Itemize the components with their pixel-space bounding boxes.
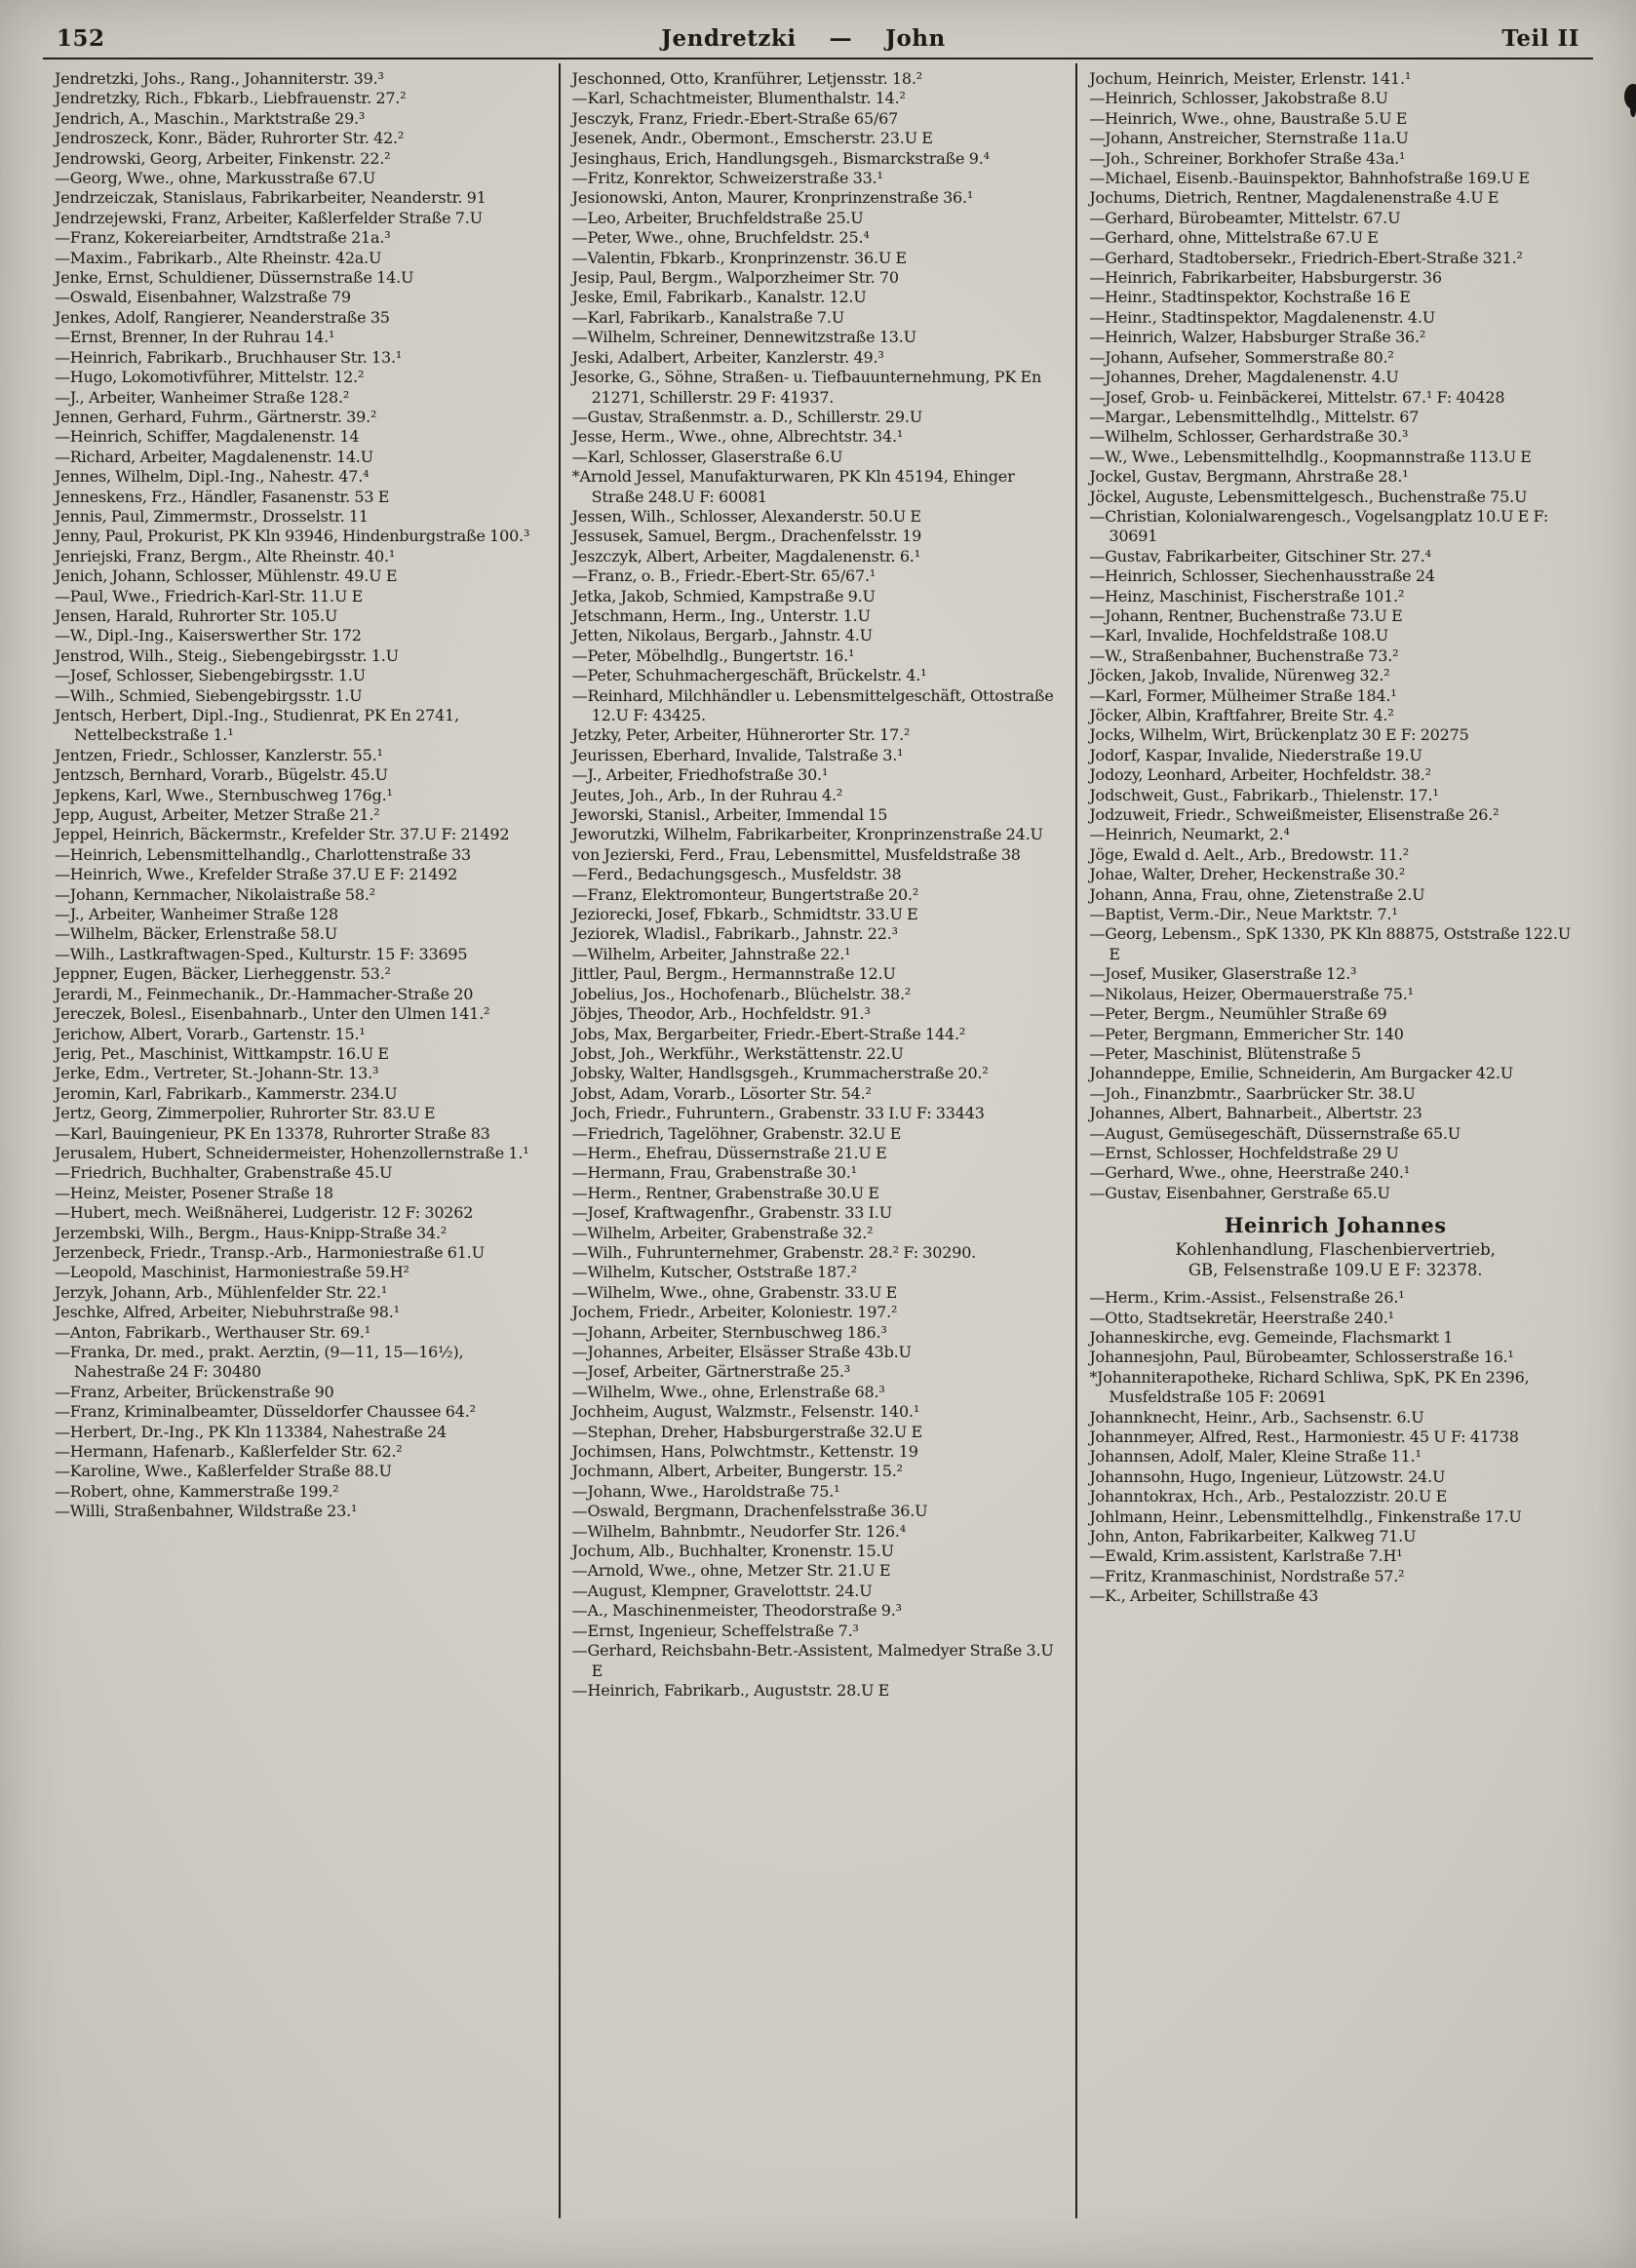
running-title-right: John	[885, 25, 946, 52]
directory-entry: Johannes, Albert, Bahnarbeit., Albertstr. 23	[1089, 1104, 1422, 1123]
directory-entry: —Baptist, Verm.-Dir., Neue Marktstr. 7.¹	[1089, 905, 1398, 924]
directory-entry: Jenich, Johann, Schlosser, Mühlenstr. 49.U E	[55, 567, 398, 586]
directory-entry: Jeszczyk, Albert, Arbeiter, Magdalenenstr. 6.¹	[571, 546, 920, 566]
directory-entry: Jentsch, Herbert, Dipl.-Ing., Studienrat, PK En 2741, Nettelbeckstraße 1.¹	[55, 706, 459, 745]
directory-entry: —Wilhelm, Arbeiter, Jahnstraße 22.¹	[571, 944, 851, 963]
directory-entry: —August, Gemüsegeschäft, Düssernstraße 65.U	[1089, 1123, 1461, 1143]
directory-entry: Jochum, Alb., Buchhalter, Kronenstr. 15.U	[571, 1542, 894, 1561]
page-number: 152	[57, 25, 105, 52]
directory-entry: Jerke, Edm., Vertreter, St.-Johann-Str. 13.³	[55, 1064, 379, 1083]
directory-entry: Jeziorek, Wladisl., Fabrikarb., Jahnstr. 22.³	[571, 924, 898, 944]
directory-entry: —Leopold, Maschinist, Harmoniestraße 59.H²	[55, 1263, 409, 1282]
directory-entry: Jeske, Emil, Fabrikarb., Kanalstr. 12.U	[571, 288, 867, 307]
directory-entry: —Hubert, mech. Weißnäherei, Ludgeristr. 12 F: 30262	[55, 1203, 474, 1223]
directory-entry: Jessusek, Samuel, Bergm., Drachenfelsstr. 19	[571, 527, 922, 546]
directory-entry: —Gustav, Eisenbahner, Gerstraße 65.U	[1089, 1183, 1390, 1202]
directory-entry: —W., Wwe., Lebensmittelhdlg., Koopmannstraße 113.U E	[1089, 447, 1532, 466]
directory-entry: Jenneskens, Frz., Händler, Fasanenstr. 53 E	[55, 487, 390, 506]
directory-entry: —Johann, Kernmacher, Nikolaistraße 58.²	[55, 884, 375, 904]
directory-entry: Jeschke, Alfred, Arbeiter, Niebuhrstraße 98.¹	[55, 1303, 400, 1322]
directory-entry: —Karl, Invalide, Hochfeldstraße 108.U	[1089, 626, 1388, 645]
directory-entry: Jöbjes, Theodor, Arb., Hochfeldstr. 91.³	[571, 1004, 871, 1024]
directory-entry: Jeworutzki, Wilhelm, Fabrikarbeiter, Kronprinzenstraße 24.U	[571, 825, 1043, 844]
directory-entry: Jendretzky, Rich., Fbkarb., Liebfrauenstr. 27.²	[55, 89, 407, 108]
directory-entry: —Gerhard, Reichsbahn-Betr.-Assistent, Malmedyer Straße 3.U E	[571, 1641, 1054, 1680]
directory-entry: —Franz, o. B., Friedr.-Ebert-Str. 65/67.¹	[571, 567, 876, 586]
directory-entry: —Arnold, Wwe., ohne, Metzer Str. 21.U E	[571, 1561, 891, 1581]
directory-entry: Jerzyk, Johann, Arb., Mühlenfelder Str. 22.¹	[55, 1282, 388, 1302]
directory-entry: Jobs, Max, Bergarbeiter, Friedr.-Ebert-Straße 144.²	[571, 1024, 966, 1043]
directory-entry: —Stephan, Dreher, Habsburgerstraße 32.U E	[571, 1422, 922, 1441]
directory-entry: —Gerhard, ohne, Mittelstraße 67.U E	[1089, 228, 1379, 248]
directory-entry: —Wilh., Fuhrunternehmer, Grabenstr. 28.² F: 30290.	[571, 1242, 977, 1262]
directory-entry: —Johann, Arbeiter, Sternbuschweg 186.³	[571, 1322, 887, 1342]
scan-artifact	[1624, 84, 1636, 109]
directory-entry: —Josef, Kraftwagenfhr., Grabenstr. 33 I.U	[571, 1203, 892, 1223]
directory-entry: —Herm., Ehefrau, Düssernstraße 21.U E	[571, 1143, 887, 1162]
directory-entry: —Josef, Grob- u. Feinbäckerei, Mittelstr. 67.¹ F: 40428	[1089, 387, 1505, 407]
directory-entry: Johannsen, Adolf, Maler, Kleine Straße 11.¹	[1089, 1447, 1422, 1466]
directory-entry: Jodozy, Leonhard, Arbeiter, Hochfeldstr. 38.²	[1089, 765, 1431, 785]
directory-entry: Jesorke, G., Söhne, Straßen- u. Tiefbauunternehmung, PK En 21271, Schillerstr. 29 F: 41937.	[571, 368, 1042, 407]
directory-entry: —Gerhard, Wwe., ohne, Heerstraße 240.¹	[1089, 1163, 1410, 1183]
directory-entry: —Heinrich, Wwe., ohne, Baustraße 5.U E	[1089, 108, 1408, 128]
directory-entry: —Karl, Schachtmeister, Blumenthalstr. 14.²	[571, 89, 906, 108]
directory-entry: Jentzsch, Bernhard, Vorarb., Bügelstr. 45.U	[55, 765, 388, 785]
directory-entry: Jobelius, Jos., Hochofenarb., Blüchelstr. 38.²	[571, 984, 912, 1003]
directory-entry: Jetzky, Peter, Arbeiter, Hühnerorter Str. 17.²	[571, 725, 911, 745]
directory-entry: —Heinz, Meister, Posener Straße 18	[55, 1183, 333, 1202]
directory-entry: —Hermann, Hafenarb., Kaßlerfelder Str. 62.²	[55, 1442, 403, 1462]
directory-entry: —Franz, Arbeiter, Brückenstraße 90	[55, 1382, 334, 1401]
directory-entry: —August, Klempner, Gravelottstr. 24.U	[571, 1581, 873, 1600]
directory-column-1	[43, 63, 559, 2218]
directory-entry: —Robert, ohne, Kammerstraße 199.²	[55, 1481, 339, 1501]
directory-entry: Jobst, Joh., Werkführ., Werkstättenstr. 22.U	[571, 1043, 904, 1063]
directory-column-2	[559, 63, 1076, 2218]
directory-entry: Jenriejski, Franz, Bergm., Alte Rheinstr. 40.¹	[55, 546, 396, 566]
directory-entry: Jerusalem, Hubert, Schneidermeister, Hohenzollernstraße 1.¹	[55, 1143, 529, 1162]
directory-entry: —Wilhelm, Bahnbmtr., Neudorfer Str. 126.⁴	[571, 1521, 906, 1541]
directory-entry: Joch, Friedr., Fuhruntern., Grabenstr. 33 I.U F: 33443	[571, 1104, 985, 1123]
directory-entry: —Ewald, Krim.assistent, Karlstraße 7.H¹	[1089, 1546, 1403, 1566]
directory-entry: —Franz, Elektromonteur, Bungertstraße 20.²	[571, 884, 919, 904]
directory-entry: —Peter, Maschinist, Blütenstraße 5	[1089, 1043, 1361, 1063]
directory-entry: Jennen, Gerhard, Fuhrm., Gärtnerstr. 39.²	[55, 407, 377, 426]
directory-entry: —Heinrich, Schlosser, Siechenhausstraße 24	[1089, 567, 1435, 586]
directory-entry: Jocks, Wilhelm, Wirt, Brückenplatz 30 E F: 20275	[1089, 725, 1469, 745]
directory-entry: —Peter, Wwe., ohne, Bruchfeldstr. 25.⁴	[571, 228, 870, 248]
display-entry	[1089, 1213, 1581, 1280]
directory-entry: —Joh., Finanzbmtr., Saarbrücker Str. 38.U	[1089, 1083, 1416, 1103]
directory-entry: Jodzuweit, Friedr., Schweißmeister, Elisenstraße 26.²	[1089, 805, 1500, 825]
directory-entry: —J., Arbeiter, Wanheimer Straße 128.²	[55, 387, 350, 407]
directory-entry: Jerzembski, Wilh., Bergm., Haus-Knipp-Straße 34.²	[55, 1223, 448, 1242]
directory-entry: —Paul, Wwe., Friedrich-Karl-Str. 11.U E	[55, 586, 364, 606]
directory-entry: Jetten, Nikolaus, Bergarb., Jahnstr. 4.U	[571, 626, 873, 645]
directory-entry: —Georg, Wwe., ohne, Markusstraße 67.U	[55, 169, 376, 188]
directory-entry: —Herm., Krim.-Assist., Felsenstraße 26.¹	[1089, 1288, 1405, 1308]
directory-entry: Jertz, Georg, Zimmerpolier, Ruhrorter Str. 83.U E	[55, 1104, 436, 1123]
directory-entry: —Johann, Rentner, Buchenstraße 73.U E	[1089, 606, 1403, 625]
directory-entry: —Richard, Arbeiter, Magdalenenstr. 14.U	[55, 447, 373, 466]
directory-entry: —K., Arbeiter, Schillstraße 43	[1089, 1586, 1319, 1606]
directory-entry: Jensen, Harald, Ruhrorter Str. 105.U	[55, 606, 338, 625]
directory-entry: Jendrzejewski, Franz, Arbeiter, Kaßlerfelder Straße 7.U	[55, 208, 483, 227]
directory-entry: Jessen, Wilh., Schlosser, Alexanderstr. 50.U E	[571, 506, 921, 526]
page-header	[0, 0, 1636, 58]
directory-entry: —Herbert, Dr.-Ing., PK Kln 113384, Nahestraße 24	[55, 1422, 448, 1441]
directory-entry: Jetka, Jakob, Schmied, Kampstraße 9.U	[571, 586, 876, 606]
directory-entry: —Peter, Bergmann, Emmericher Str. 140	[1089, 1024, 1404, 1043]
directory-entry: —Margar., Lebensmittelhdlg., Mittelstr. 67	[1089, 407, 1420, 426]
directory-entry: —Christian, Kolonialwarengesch., Vogelsangplatz 10.U E F: 30691	[1089, 506, 1549, 546]
directory-entry: Jeziorecki, Josef, Fbkarb., Schmidtstr. 33.U E	[571, 905, 918, 924]
directory-entry: Jetschmann, Herm., Ing., Unterstr. 1.U	[571, 606, 871, 625]
directory-entry: Jöcker, Albin, Kraftfahrer, Breite Str. 4.²	[1089, 706, 1394, 724]
directory-entry: Jeutes, Joh., Arb., In der Ruhrau 4.²	[571, 785, 843, 804]
directory-entry: —Anton, Fabrikarb., Werthauser Str. 69.¹	[55, 1322, 370, 1342]
directory-entry: Johannsohn, Hugo, Ingenieur, Lützowstr. 24.U	[1089, 1466, 1446, 1486]
directory-entry: —Heinrich, Schiffer, Magdalenenstr. 14	[55, 427, 360, 447]
directory-entry: Jobst, Adam, Vorarb., Lösorter Str. 54.²	[571, 1083, 872, 1103]
directory-entry: —Herm., Rentner, Grabenstraße 30.U E	[571, 1183, 879, 1202]
directory-entry: Jodschweit, Gust., Fabrikarb., Thielenstr. 17.¹	[1089, 785, 1439, 804]
directory-entry: —Karl, Fabrikarb., Kanalstraße 7.U	[571, 307, 845, 327]
directory-entry: —Oswald, Eisenbahner, Walzstraße 79	[55, 288, 351, 307]
directory-entry: Jereczek, Bolesl., Eisenbahnarb., Unter den Ulmen 141.²	[55, 1004, 490, 1024]
directory-entry: Jochmann, Albert, Arbeiter, Bungerstr. 15.²	[571, 1462, 903, 1481]
directory-entry: —Oswald, Bergmann, Drachenfelsstraße 36.U	[571, 1502, 928, 1521]
directory-entry: —Ferd., Bedachungsgesch., Musfeldstr. 38	[571, 865, 902, 884]
directory-entry: —Karl, Bauingenieur, PK En 13378, Ruhrorter Straße 83	[55, 1123, 490, 1143]
directory-entry: —Heinrich, Fabrikarb., Bruchhauser Str. 13.¹	[55, 347, 403, 367]
directory-entry: Johanneskirche, evg. Gemeinde, Flachsmarkt 1	[1089, 1327, 1454, 1347]
directory-entry: von Jezierski, Ferd., Frau, Lebensmittel, Musfeldstraße 38	[571, 844, 1021, 864]
directory-entry: Jodorf, Kaspar, Invalide, Niederstraße 19.U	[1089, 745, 1422, 764]
directory-entry: —Heinrich, Wwe., Krefelder Straße 37.U E F: 21492	[55, 865, 458, 884]
directory-entry: Jerardi, M., Feinmechanik., Dr.-Hammacher-Straße 20	[55, 984, 474, 1003]
directory-entry: Jochheim, August, Walzmstr., Felsenstr. 140.¹	[571, 1402, 920, 1422]
directory-entry: —J., Arbeiter, Friedhofstraße 30.¹	[571, 765, 829, 785]
display-entry-line: Kohlenhandlung, Flaschenbiervertrieb,	[1175, 1240, 1496, 1260]
directory-entry: —Josef, Musiker, Glaserstraße 12.³	[1089, 964, 1357, 984]
directory-entry: —Wilhelm, Wwe., ohne, Grabenstr. 33.U E	[571, 1282, 898, 1302]
directory-entry: Johann, Anna, Frau, ohne, Zietenstraße 2.U	[1089, 884, 1425, 904]
directory-entry: —Franz, Kokereiarbeiter, Arndtstraße 21a.³	[55, 228, 391, 248]
directory-entry: —Wilhelm, Schlosser, Gerhardstraße 30.³	[1089, 427, 1409, 447]
directory-entry: —Johann, Wwe., Haroldstraße 75.¹	[571, 1481, 840, 1501]
directory-entry: Jochimsen, Hans, Polwchtmstr., Kettenstr. 19	[571, 1442, 918, 1462]
directory-entry: —Heinrich, Walzer, Habsburger Straße 36.²	[1089, 328, 1426, 347]
directory-entry: Jesip, Paul, Bergm., Walporzheimer Str. 70	[571, 268, 899, 288]
directory-entry: —Willi, Straßenbahner, Wildstraße 23.¹	[55, 1502, 358, 1521]
directory-entry: —Nikolaus, Heizer, Obermauerstraße 75.¹	[1089, 984, 1414, 1003]
directory-entry: Jeppel, Heinrich, Bäckermstr., Krefelder Str. 37.U F: 21492	[55, 825, 510, 844]
directory-entry: —W., Straßenbahner, Buchenstraße 73.²	[1089, 645, 1399, 665]
directory-entry: Jesczyk, Franz, Friedr.-Ebert-Straße 65/67	[571, 108, 899, 128]
running-title-left: Jendretzki	[661, 25, 797, 52]
directory-entry: Jepkens, Karl, Wwe., Sternbuschweg 176g.¹	[55, 785, 393, 804]
directory-entry: Jockel, Gustav, Bergmann, Ahrstraße 28.¹	[1089, 467, 1409, 487]
directory-entry: —Johann, Anstreicher, Sternstraße 11a.U	[1089, 129, 1409, 148]
directory-entry: —Karl, Former, Mülheimer Straße 184.¹	[1089, 685, 1397, 705]
directory-entry: —Reinhard, Milchhändler u. Lebensmittelgeschäft, Ottostraße 12.U F: 43425.	[571, 685, 1054, 724]
directory-entry: —Heinrich, Fabrikarb., Auguststr. 28.U E	[571, 1680, 890, 1700]
part-label: Teil II	[1501, 25, 1579, 52]
running-title	[105, 25, 1502, 52]
directory-entry: —Hermann, Frau, Grabenstraße 30.¹	[571, 1163, 857, 1183]
directory-entry: —Fritz, Kranmaschinist, Nordstraße 57.²	[1089, 1566, 1405, 1585]
directory-entry: Jeromin, Karl, Fabrikarb., Kammerstr. 234.U	[55, 1083, 398, 1103]
directory-entry: Jobsky, Walter, Handlsgsgeh., Krummacherstraße 20.²	[571, 1064, 989, 1083]
directory-entry: —Leo, Arbeiter, Bruchfeldstraße 25.U	[571, 208, 864, 227]
directory-entry: Jittler, Paul, Bergm., Hermannstraße 12.U	[571, 964, 896, 984]
directory-entry: —Friedrich, Tagelöhner, Grabenstr. 32.U E	[571, 1123, 902, 1143]
directory-entry: —Ernst, Schlosser, Hochfeldstraße 29 U	[1089, 1143, 1399, 1162]
directory-entry: Jendrowski, Georg, Arbeiter, Finkenstr. 22.²	[55, 148, 391, 168]
directory-entry: —Heinrich, Neumarkt, 2.⁴	[1089, 825, 1290, 844]
directory-entry: —Heinr., Stadtinspektor, Magdalenenstr. 4.U	[1089, 307, 1436, 327]
directory-entry: *Johanniterapotheke, Richard Schliwa, SpK, PK En 2396, Musfeldstraße 105 F: 20691	[1089, 1367, 1530, 1407]
directory-entry: Jenkes, Adolf, Rangierer, Neanderstraße 35	[55, 307, 390, 327]
directory-entry: Jerichow, Albert, Vorarb., Gartenstr. 15.¹	[55, 1024, 366, 1043]
directory-entry: —Heinrich, Fabrikarbeiter, Habsburgerstr. 36	[1089, 268, 1442, 288]
directory-entry: —Maxim., Fabrikarb., Alte Rheinstr. 42a.U	[55, 248, 382, 267]
directory-entry: Jeppner, Eugen, Bäcker, Lierheggenstr. 53.²	[55, 964, 391, 984]
directory-entry: Jeschonned, Otto, Kranführer, Letjensstr. 18.²	[571, 69, 922, 88]
directory-entry: —Fritz, Konrektor, Schweizerstraße 33.¹	[571, 169, 883, 188]
directory-entry: —Heinr., Stadtinspektor, Kochstraße 16 E	[1089, 288, 1411, 307]
directory-entry: —J., Arbeiter, Wanheimer Straße 128	[55, 905, 338, 924]
directory-entry: Johannesjohn, Paul, Bürobeamter, Schlosserstraße 16.¹	[1089, 1348, 1514, 1367]
directory-entry: —Wilhelm, Kutscher, Oststraße 187.²	[571, 1263, 858, 1282]
directory-entry: Jennes, Wilhelm, Dipl.-Ing., Nahestr. 47.⁴	[55, 467, 370, 487]
directory-entry: —Valentin, Fbkarb., Kronprinzenstr. 36.U E	[571, 248, 907, 267]
directory-entry: —Josef, Schlosser, Siebengebirgsstr. 1.U	[55, 666, 366, 685]
directory-entry: Jeurissen, Eberhard, Invalide, Talstraße 3.¹	[571, 745, 904, 764]
directory-entry: Jepp, August, Arbeiter, Metzer Straße 21.²	[55, 805, 380, 825]
directory-entry: —Johannes, Arbeiter, Elsässer Straße 43b.U	[571, 1343, 912, 1361]
directory-entry: Jochums, Dietrich, Rentner, Magdalenenstraße 4.U E	[1089, 188, 1500, 208]
directory-entry: —Gustav, Straßenmstr. a. D., Schillerstr. 29.U	[571, 407, 923, 426]
directory-entry: —Hugo, Lokomotivführer, Mittelstr. 12.²	[55, 368, 365, 387]
directory-entry: —W., Dipl.-Ing., Kaiserswerther Str. 172	[55, 626, 362, 645]
directory-entry: —Ernst, Brenner, In der Ruhrau 14.¹	[55, 328, 335, 347]
directory-entry: —Wilh., Schmied, Siebengebirgsstr. 1.U	[55, 685, 363, 705]
directory-entry: —Franka, Dr. med., prakt. Aerztin, (9—11, 15—16½), Nahestraße 24 F: 30480	[55, 1343, 464, 1382]
header-rule	[43, 58, 1593, 59]
directory-entry: Jesse, Herm., Wwe., ohne, Albrechtstr. 34.¹	[571, 427, 904, 447]
directory-entry: Johannmeyer, Alfred, Rest., Harmoniestr. 45 U F: 41738	[1089, 1427, 1519, 1446]
directory-entry: —Georg, Lebensm., SpK 1330, PK Kln 88875, Oststraße 122.U E	[1089, 924, 1572, 963]
directory-entry: Jenstrod, Wilh., Steig., Siebengebirgsstr. 1.U	[55, 645, 399, 665]
directory-entry: —Otto, Stadtsekretär, Heerstraße 240.¹	[1089, 1308, 1394, 1327]
directory-entry: —Heinrich, Lebensmittelhandlg., Charlottenstraße 33	[55, 844, 471, 864]
directory-entry: —Wilhelm, Schreiner, Dennewitzstraße 13.U	[571, 328, 916, 347]
directory-entry: Jeworski, Stanisl., Arbeiter, Immendal 15	[571, 805, 888, 825]
display-entry-line: GB, Felsenstraße 109.U E F: 32378.	[1188, 1261, 1483, 1280]
directory-entry: Johannknecht, Heinr., Arb., Sachsenstr. 6.U	[1089, 1407, 1424, 1427]
directory-entry: —Ernst, Ingenieur, Scheffelstraße 7.³	[571, 1621, 859, 1640]
directory-entry: —Gerhard, Bürobeamter, Mittelstr. 67.U	[1089, 208, 1401, 227]
directory-entry: Jentzen, Friedr., Schlosser, Kanzlerstr. 55.¹	[55, 745, 383, 764]
directory-entry: —Peter, Bergm., Neumühler Straße 69	[1089, 1004, 1387, 1024]
directory-entry: —Karoline, Wwe., Kaßlerfelder Straße 88.U	[55, 1462, 392, 1481]
directory-entry: Jerzenbeck, Friedr., Transp.-Arb., Harmoniestraße 61.U	[55, 1242, 485, 1262]
directory-entry: Jennis, Paul, Zimmermstr., Drosselstr. 11	[55, 506, 369, 526]
directory-entry: Jendroszeck, Konr., Bäder, Ruhrorter Str. 42.²	[55, 129, 405, 148]
directory-entry: —Heinz, Maschinist, Fischerstraße 101.²	[1089, 586, 1405, 606]
directory-entry: Jendretzki, Johs., Rang., Johanniterstr. 39.³	[55, 69, 384, 88]
directory-entry: —Wilhelm, Bäcker, Erlenstraße 58.U	[55, 924, 338, 944]
directory-entry: Jesinghaus, Erich, Handlungsgeh., Bismarckstraße 9.⁴	[571, 148, 990, 168]
directory-entry: Jenke, Ernst, Schuldiener, Düssernstraße 14.U	[55, 268, 414, 288]
directory-entry: —Josef, Arbeiter, Gärtnerstraße 25.³	[571, 1362, 850, 1382]
directory-entry: —Franz, Kriminalbeamter, Düsseldorfer Chaussee 64.²	[55, 1402, 476, 1422]
directory-entry: Johlmann, Heinr., Lebensmittelhdlg., Finkenstraße 17.U	[1089, 1506, 1522, 1526]
directory-entry: —Karl, Schlosser, Glaserstraße 6.U	[571, 447, 843, 466]
directory-entry: Jerig, Pet., Maschinist, Wittkampstr. 16.U E	[55, 1043, 389, 1063]
directory-entry: Jesenek, Andr., Obermont., Emscherstr. 23.U E	[571, 129, 933, 148]
directory-entry: *Arnold Jessel, Manufakturwaren, PK Kln 45194, Ehinger Straße 248.U F: 60081	[571, 467, 1015, 506]
directory-entry: Jöckel, Auguste, Lebensmittelgesch., Buchenstraße 75.U	[1089, 487, 1528, 506]
directory-entry: —Wilhelm, Wwe., ohne, Erlenstraße 68.³	[571, 1382, 885, 1401]
directory-entry: Jöge, Ewald d. Aelt., Arb., Bredowstr. 11.²	[1089, 844, 1409, 864]
running-title-separator: —	[829, 25, 853, 52]
directory-columns	[43, 63, 1593, 2218]
directory-entry: —Johann, Aufseher, Sommerstraße 80.²	[1089, 347, 1394, 367]
directory-entry: John, Anton, Fabrikarbeiter, Kalkweg 71.U	[1089, 1527, 1417, 1546]
directory-entry: Johanntokrax, Hch., Arb., Pestalozzistr. 20.U E	[1089, 1487, 1448, 1506]
directory-entry: —Wilhelm, Arbeiter, Grabenstraße 32.²	[571, 1223, 874, 1242]
directory-entry: —Peter, Schuhmachergeschäft, Brückelstr. 4.¹	[571, 666, 927, 685]
directory-entry: —Gustav, Fabrikarbeiter, Gitschiner Str. 27.⁴	[1089, 546, 1431, 566]
directory-entry: Johanndeppe, Emilie, Schneiderin, Am Burgacker 42.U	[1089, 1064, 1513, 1083]
directory-entry: Johae, Walter, Dreher, Heckenstraße 30.²	[1089, 865, 1406, 884]
directory-column-3	[1075, 63, 1593, 2218]
directory-entry: —Peter, Möbelhdlg., Bungertstr. 16.¹	[571, 645, 855, 665]
directory-entry: —Gerhard, Stadtobersekr., Friedrich-Ebert-Straße 321.²	[1089, 248, 1523, 267]
directory-entry: —A., Maschinenmeister, Theodorstraße 9.³	[571, 1601, 902, 1621]
directory-entry: Jochem, Friedr., Arbeiter, Koloniestr. 197.²	[571, 1303, 898, 1322]
directory-entry: Jochum, Heinrich, Meister, Erlenstr. 141.¹	[1089, 69, 1412, 88]
directory-entry: Jöcken, Jakob, Invalide, Nürenweg 32.²	[1089, 666, 1390, 685]
directory-entry: —Friedrich, Buchhalter, Grabenstraße 45.U	[55, 1163, 393, 1183]
directory-entry: —Wilh., Lastkraftwagen-Sped., Kulturstr. 15 F: 33695	[55, 944, 468, 963]
directory-entry: Jendrzeiczak, Stanislaus, Fabrikarbeiter, Neanderstr. 91	[55, 188, 487, 208]
directory-entry: Jenny, Paul, Prokurist, PK Kln 93946, Hindenburgstraße 100.³	[55, 527, 530, 546]
directory-entry: Jesionowski, Anton, Maurer, Kronprinzenstraße 36.¹	[571, 188, 974, 208]
directory-entry: Jeski, Adalbert, Arbeiter, Kanzlerstr. 49.³	[571, 347, 884, 367]
directory-entry: Jendrich, A., Maschin., Marktstraße 29.³	[55, 108, 366, 128]
directory-entry: —Joh., Schreiner, Borkhofer Straße 43a.¹	[1089, 148, 1406, 168]
directory-entry: —Johannes, Dreher, Magdalenenstr. 4.U	[1089, 368, 1399, 387]
display-entry-title: Heinrich Johannes	[1224, 1213, 1447, 1238]
directory-entry: —Heinrich, Schlosser, Jakobstraße 8.U	[1089, 89, 1388, 108]
directory-entry: —Michael, Eisenb.-Bauinspektor, Bahnhofstraße 169.U E	[1089, 169, 1530, 188]
